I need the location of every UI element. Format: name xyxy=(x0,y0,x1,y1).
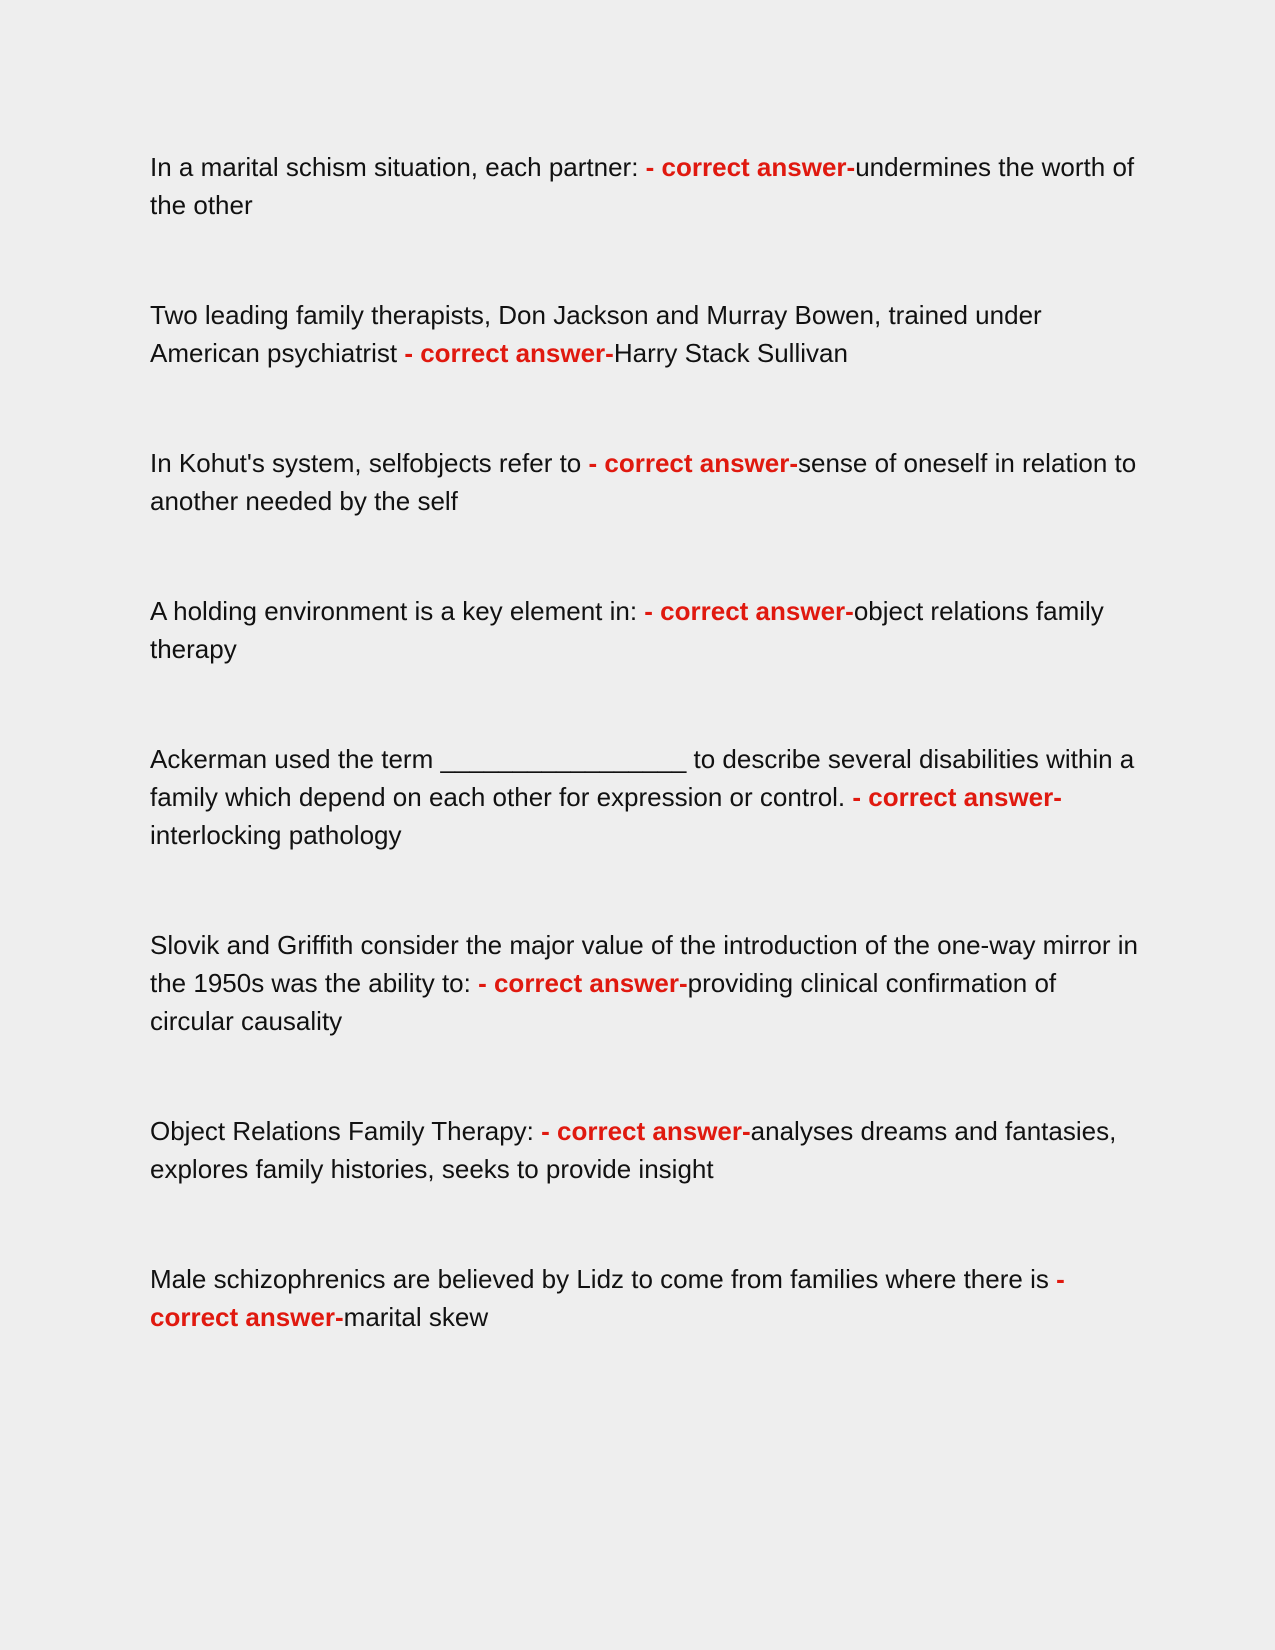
correct-answer-marker: - correct answer- xyxy=(150,1264,1065,1332)
question-text: Object Relations Family Therapy: xyxy=(150,1116,542,1146)
answer-text: analyses dreams and fantasies, explores family histories, seeks to provide insight xyxy=(150,1116,1117,1184)
correct-answer-marker: - correct answer- xyxy=(404,338,614,368)
correct-answer-marker: - correct answer- xyxy=(588,448,799,478)
question-text: Male schizophrenics are believed by Lidz to come from families where there is xyxy=(150,1264,1057,1294)
correct-answer-marker: - correct answer- xyxy=(645,152,856,182)
qa-item-8 xyxy=(150,1260,1140,1336)
correct-answer-marker: - correct answer- xyxy=(644,596,854,626)
question-text: In Kohut's system, selfobjects refer to xyxy=(150,448,589,478)
answer-text: providing clinical confirmation of circular causality xyxy=(150,968,1057,1036)
qa-item-5 xyxy=(150,740,1140,854)
answer-text: interlocking pathology xyxy=(150,820,402,850)
qa-item-1 xyxy=(150,148,1140,224)
question-text: Ackerman used the term _________________ to describe several disabilities within a family which depend on each other for expression or control. xyxy=(150,744,1135,812)
question-text: In a marital schism situation, each partner: xyxy=(150,152,646,182)
qa-item-7 xyxy=(150,1112,1140,1188)
question-text: Two leading family therapists, Don Jackson and Murray Bowen, trained under American psychiatrist xyxy=(150,300,1042,368)
answer-text: Harry Stack Sullivan xyxy=(613,338,848,368)
question-text: Slovik and Griffith consider the major value of the introduction of the one-way mirror in the 1950s was the ability to: xyxy=(150,930,1138,998)
qa-item-3 xyxy=(150,444,1140,520)
qa-item-4 xyxy=(150,592,1140,668)
answer-text: undermines the worth of the other xyxy=(150,152,1135,220)
qa-item-2 xyxy=(150,296,1140,372)
correct-answer-marker: - correct answer- xyxy=(541,1116,751,1146)
correct-answer-marker: - correct answer- xyxy=(852,782,1062,812)
correct-answer-marker: - correct answer- xyxy=(478,968,688,998)
qa-item-6 xyxy=(150,926,1140,1040)
answer-text: sense of oneself in relation to another needed by the self xyxy=(150,448,1137,516)
document-page xyxy=(150,148,1140,1408)
answer-text: marital skew xyxy=(343,1302,489,1332)
answer-text: object relations family therapy xyxy=(150,596,1104,664)
question-text: A holding environment is a key element in: xyxy=(150,596,645,626)
